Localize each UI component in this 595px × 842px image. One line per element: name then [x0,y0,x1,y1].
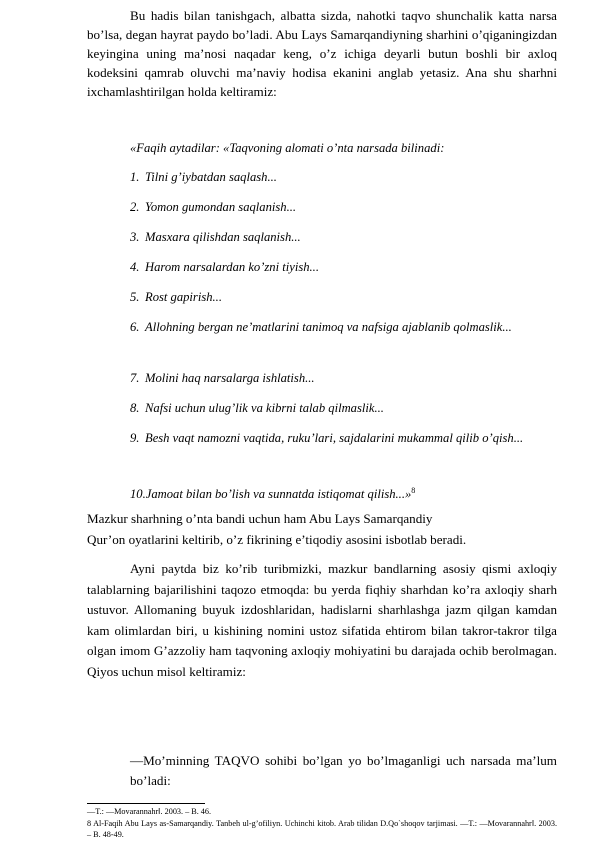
list-item [130,288,557,307]
list-number: 8. [130,401,140,415]
quote-paragraph: ―Mo’minning TAQVO sohibi bo’lgan yo bo’lmaganligi uch narsada ma’lum bo’ladi: [130,753,557,788]
list-item [130,318,557,337]
list-number: 3. [130,230,140,244]
list-item [130,399,557,418]
list-text: Allohning bergan ne’matlarini tanimoq va nafsiga ajablanib qolmaslik... [145,320,512,334]
list-item [130,369,557,388]
list-item [130,258,557,277]
list-text: Jamoat bilan bo’lish va sunnatda istiqomat qilish...» [145,487,412,502]
list-text: Rost gapirish... [145,290,222,304]
list-number: 5. [130,290,140,304]
quote-intro: «Faqih aytadilar: «Taqvoning alomati o’nta narsada bilinadi: [130,141,445,155]
list-number: 2. [130,200,140,214]
list-text: Tilni g’iybatdan saqlash... [145,170,277,184]
footnote-ref: 8 [411,486,416,495]
main-paragraph: Ayni paytda biz ko’rib turibmizki, mazkur bandlarning asosiy qismi axloqiy talablarning bajarilishini taqozo etmoqda: bu yerda fiqhiy sharhdan ko’ra axloqiy sharh ustuvor. Allomaning buyuk izdoshlaridan, hadislarni sharhlashga jazm qilgan kamdan kam olimlardan biri, u kishining nomini ustoz sifatida ehtirom bilan takror-takror tilga olgan imom G’azzoliy ham taqvoning axloqiy mohiyatini bu darajada ochib berolmagan. Qiyos uchun misol keltiramiz: [87,561,557,679]
footnote: 8 Al-Faqih Abu Lays as-Samarqandiy. Tanbeh ul-g’ofiliyn. Uchinchi kitob. Arab tilidan D.Qo`shoqov tarjimasi. ―T.: ―Movarannahr‖. 2003. – B. 48-49. [87,819,557,839]
list-number: 4. [130,260,140,274]
list-number: 9. [130,431,140,445]
footnote: ―T.: ―Movarannahr‖. 2003. – B. 46. [87,807,212,816]
list-number: 1. [130,170,140,184]
footnote-divider [87,803,205,804]
list-text: Harom narsalardan ko’zni tiyish... [145,260,319,274]
list-text: Nafsi uchun ulug’lik va kibrni talab qilmaslik... [145,401,384,415]
body-line: Qur’on oyatlarini keltirib, o’z fikrining e’tiqodiy asosini isbotlab beradi. [87,532,467,547]
list-item [130,198,557,217]
list-text: Besh vaqt namozni vaqtida, ruku’lari, sajdalarini mukammal qilib o’qish... [145,431,524,445]
list-item [130,168,557,187]
body-line: Mazkur sharhning o’nta bandi uchun ham Abu Lays Samarqandiy [87,511,433,526]
list-item [130,429,557,448]
list-text: Yomon gumondan saqlanish... [145,200,297,214]
intro-paragraph: Bu hadis bilan tanishgach, albatta sizda, nahotki taqvo shunchalik katta narsa bo’lsa, degan hayrat paydo bo’ladi. Abu Lays Samarqandiyning sharhini o’qiganingizdan keyingina uning ma’nosi naqadar keng, o’z ichiga deyarli butun boshli bir axloq kodeksini qamrab oluvchi ma’naviy hodisa ekanini anglab yetasiz. Ana shu sharhni ixchamlashtirilgan holda keltiramiz: [87,8,557,99]
list-text: Masxara qilishdan saqlanish... [145,230,301,244]
list-number: 6. [130,320,140,334]
list-text: Molini haq narsalarga ishlatish... [145,371,315,385]
list-number: 10. [130,487,146,502]
list-item [130,481,557,504]
list-item [130,228,557,247]
list-number: 7. [130,371,140,385]
